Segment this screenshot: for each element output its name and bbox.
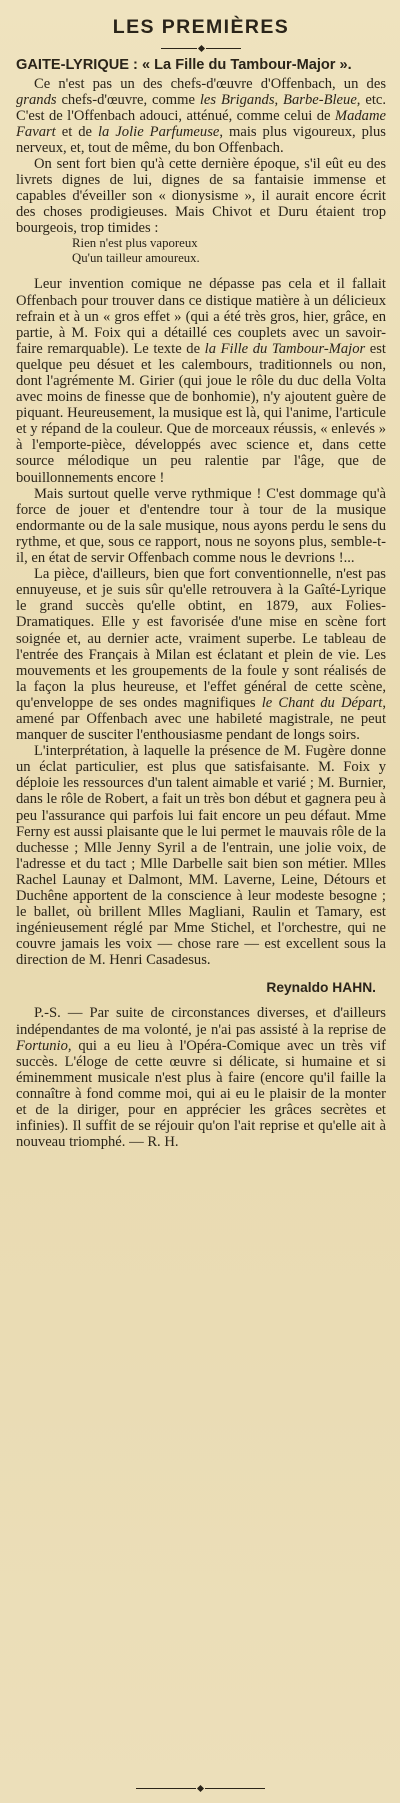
article-subhead	[16, 55, 386, 76]
bottom-diamond-ornament-icon	[196, 1785, 203, 1792]
section-heading: LES PREMIÈRES	[112, 16, 290, 38]
diamond-ornament-icon	[197, 44, 204, 51]
author-signature: Reynaldo HAHN.	[266, 980, 376, 996]
paragraph-5: La pièce, d'ailleurs, bien que fort conventionnelle, n'est pas ennuyeuse, et je suis sûr qu'elle retrouvera à la Gaîté-Lyrique le grand succès qu'elle obtint, en 1879, aux Folies-Dramatiques. Elle y est favorisée d'une mise en scène fort soignée et, au dernier acte, vraiment superbe. Le tableau de l'entrée des Français à Milan est éclatant et plein de vie. Les mouvements et les groupements de la foule y sont réalisés de la façon la plus heureuse, et l'effet général de cette scène, qu'enveloppe de ses ondes magnifiques le Chant du Départ, amené par Offenbach avec une habileté magistrale, ne peut manquer de susciter l'enthousiasme pendant de longs soirs.	[16, 566, 386, 744]
article-body	[16, 76, 386, 969]
quoted-verse	[16, 236, 386, 266]
postscript-text: P.-S. — Par suite de circonstances diverses, et d'ailleurs indépendantes de ma volonté, je n'ai pas assisté à la reprise de Fortunio, qui a eu lieu à l'Opéra-Comique avec un très vif succès. L'éloge de cette œuvre si délicate, si humaine et si éminemment musicale n'est plus à faire (encore qu'il faille la connaître à fond comme moi, qui ai eu le plaisir de la monter et de la diriger, pour en apprécier les grâces secrètes et infinies). Il suffit de se réjouir qu'on l'ait reprise et qu'elle ait à nouveau triomphé. — R. H.	[16, 1005, 386, 1151]
verse-line-1: Rien n'est plus vaporeux	[72, 236, 198, 251]
paragraph-1: Ce n'est pas un des chefs-d'œuvre d'Offenbach, un des grands chefs-d'œuvre, comme les Brigands, Barbe-Bleue, etc. C'est de l'Offenbach adouci, atténué, comme celui de Madame Favart et de la Jolie Parfumeuse, mais plus vigoureux, plus nerveux, et, tout de même, du bon Offenbach.	[16, 75, 386, 156]
rule-line-right	[206, 48, 242, 49]
bottom-rule-line-right	[205, 1788, 265, 1789]
bottom-ornament-rule	[0, 1786, 400, 1791]
postscript	[16, 1005, 386, 1150]
theater-name: GAITE-LYRIQUE :	[16, 56, 138, 73]
rule-line-left	[161, 48, 197, 49]
paragraph-4: Mais surtout quelle verve rythmique ! C'est dommage qu'à force de jouer et d'entendre tour à tour de la musique endormante ou de la sale musique, nous ayons perdu le sens du rythme, et que, sous ce rapport, nous ne soyons plus, semble-t-il, en état de servir Offenbach comme nous le devrions !...	[16, 485, 386, 567]
bottom-rule-line-left	[136, 1788, 196, 1789]
paragraph-2: On sent fort bien qu'à cette dernière époque, s'il eût eu des livrets dignes de lui, dignes de sa fantaisie immense et capables d'éveiller son « dionysisme », il aurait encore écrit des choses prodigieuses. Mais Chivot et Duru étaient trop bourgeois, trop timides :	[16, 155, 386, 237]
paragraph-6: L'interprétation, à laquelle la présence de M. Fugère donne un éclat particulier, est plus que satisfaisante. M. Foix y déploie les ressources d'un talent aimable et varié ; M. Burnier, dans le rôle de Robert, a fait un très bon début et gagnera peu à peu l'assurance qui parfois lui fait encore un peu défaut. Mme Ferny est aussi plaisante que le lui permet le mauvais rôle de la duchesse ; Mlle Jenny Syril a de l'entrain, une jolie voix, de l'adresse et du tact ; Mlle Darbelle sait bien son métier. Mlles Rachel Launay et Dalmont, MM. Laverne, Leine, Détours et Duchêne apportent de la conscience à leur modeste besogne ; le ballet, où brillent Mlles Magliani, Raulin et Tamary, est ingénieusement réglé par Mme Stichel, et l'orchestre, qui ne couvre jamais les voix — chose rare — est excellent sous la direction de M. Henri Casadesus.	[16, 743, 386, 969]
work-title: « La Fille du Tambour-Major ».	[141, 56, 352, 73]
verse-line-2: Qu'un tailleur amoureux.	[72, 251, 200, 266]
heading-ornament-rule	[161, 46, 241, 51]
paragraph-3: Leur invention comique ne dépasse pas cela et il fallait Offenbach pour trouver dans ce distique matière à un délicieux refrain et à un « gros effet » (qui a été très gros, hier, grâce, en partie, à M. Foix qui a détaillé ces couplets avec un savoir-faire remarquable). Le texte de la Fille du Tambour-Major est quelque peu désuet et les calembours, traditionnels ou non, dont l'agrémente M. Girier (qui joue le rôle du duc della Volta avec moins de finesse que de bonhomie), n'y ajoutent guère de piquant. Heureusement, la musique est là, qui l'anime, l'articule et y répand de la couleur. Que de morceaux réussis, « enlevés » à l'emporte-pièce, développés avec science et, dans cette source mélodique un peu ralentie par l'âge, que de bouillonnements encore !	[16, 276, 386, 486]
